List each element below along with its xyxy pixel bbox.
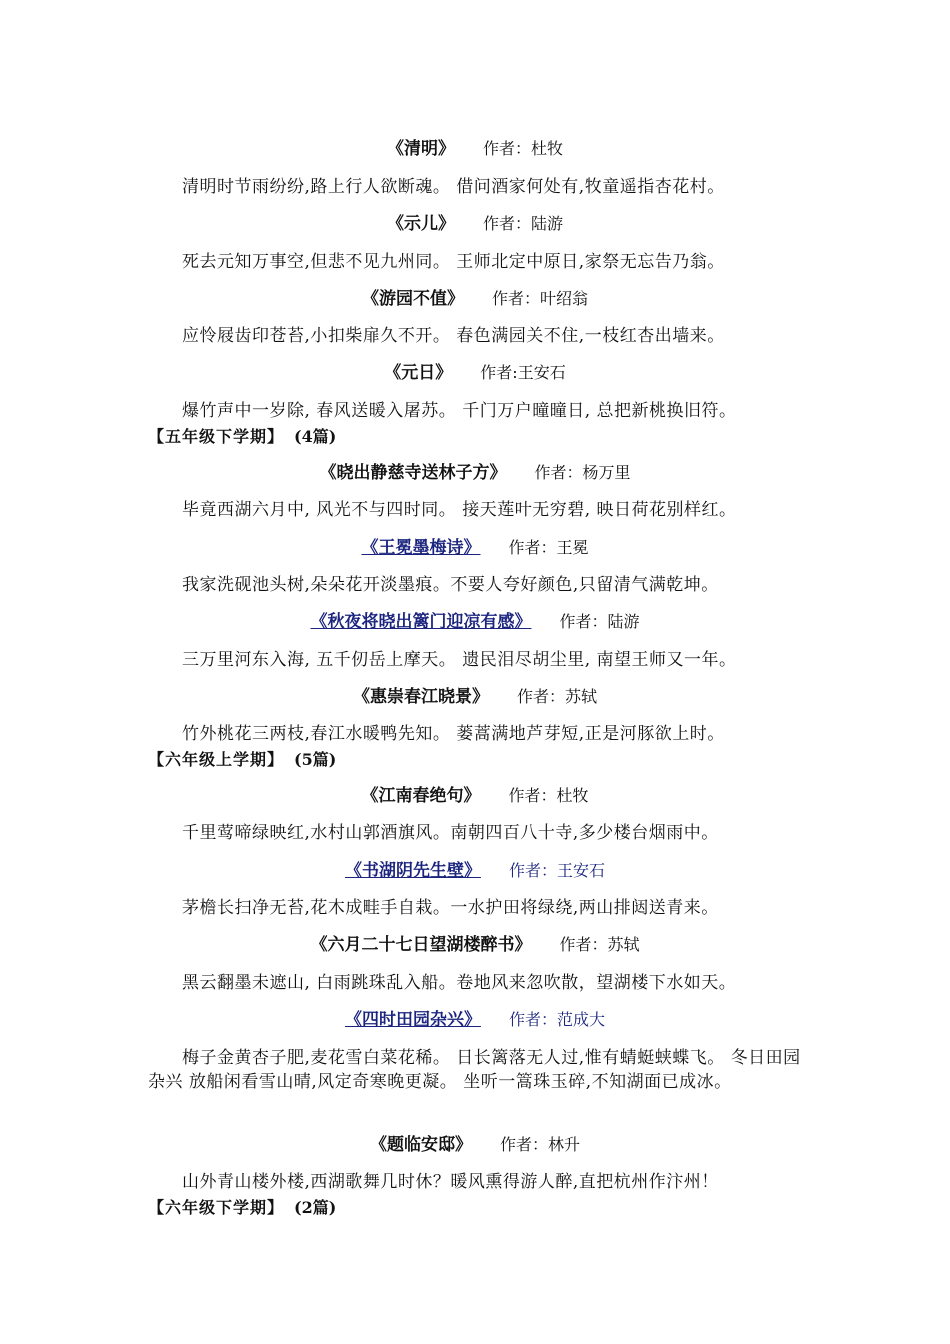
poem-heading	[0, 462, 950, 484]
poem-author: 作者：杨万里	[534, 463, 631, 482]
poem-text: 死去元知万事空,但悲不见九州同。 王师北定中原日,家祭无忘告乃翁。	[182, 252, 725, 272]
section-count: (5篇)	[294, 750, 337, 769]
poem-title: 《江南春绝句》	[361, 786, 481, 806]
poem-title: 《清明》	[386, 139, 455, 159]
poem-author: 作者：苏轼	[559, 935, 640, 954]
poem-author: 作者：范成大	[508, 1010, 605, 1029]
poem-title-link[interactable]: 《书湖阴先生壁》	[344, 861, 481, 881]
poem-title-link[interactable]: 《王冕墨梅诗》	[361, 538, 481, 558]
poem-author: 作者：杜牧	[482, 139, 563, 158]
poem-title: 《晓出静慈寺送林子方》	[319, 463, 507, 483]
section-label: 【五年级下学期】	[148, 427, 285, 446]
section-count: (2篇)	[294, 1198, 337, 1217]
section-heading	[148, 1198, 336, 1218]
section-heading	[148, 427, 336, 447]
poem-text: 山外青山楼外楼,西湖歌舞几时休？暖风熏得游人醉,直把杭州作汴州！	[182, 1172, 719, 1192]
poem-text: 三万里河东入海, 五千仞岳上摩天。 遗民泪尽胡尘里, 南望王师又一年。	[182, 650, 737, 670]
poem-text: 应怜屐齿印苍苔,小扣柴扉久不开。 春色满园关不住,一枝红杏出墙来。	[182, 326, 725, 346]
poem-author: 作者：苏轼	[516, 687, 597, 706]
poem-heading	[0, 213, 950, 235]
poem-text: 茅檐长扫净无苔,花木成畦手自栽。一水护田将绿绕,两山排闼送青来。	[182, 898, 719, 918]
section-heading	[148, 750, 336, 770]
poem-heading	[0, 288, 950, 310]
poem-text: 竹外桃花三两枝,春江水暖鸭先知。 蒌蒿满地芦芽短,正是河豚欲上时。	[182, 724, 725, 744]
poem-author: 作者：王安石	[508, 861, 605, 880]
poem-heading	[0, 934, 950, 956]
poem-text: 清明时节雨纷纷,路上行人欲断魂。 借问酒家何处有,牧童遥指杏花村。	[182, 177, 725, 197]
section-label: 【六年级上学期】	[148, 750, 285, 769]
poem-title: 《游园不值》	[361, 289, 464, 309]
poem-heading	[0, 686, 950, 708]
poem-title: 《示儿》	[386, 214, 455, 234]
poem-text: 毕竟西湖六月中, 风光不与四时同。 接天莲叶无穷碧, 映日荷花别样红。	[182, 500, 737, 520]
poem-heading	[0, 785, 950, 807]
poem-heading	[0, 860, 950, 882]
poem-author: 作者：杜牧	[508, 786, 589, 805]
poem-title-link[interactable]: 《四时田园杂兴》	[344, 1010, 481, 1030]
poem-title-link[interactable]: 《秋夜将晓出篱门迎凉有感》	[310, 612, 532, 632]
section-label: 【六年级下学期】	[148, 1198, 285, 1217]
section-count: (4篇)	[294, 427, 337, 446]
poem-heading	[0, 1134, 950, 1156]
poem-heading	[0, 138, 950, 160]
poem-text: 千里莺啼绿映红,水村山郭酒旗风。南朝四百八十寺,多少楼台烟雨中。	[182, 823, 719, 843]
poem-text: 爆竹声中一岁除, 春风送暖入屠苏。 千门万户曈曈日, 总把新桃换旧符。	[182, 401, 737, 421]
poem-author: 作者：叶绍翁	[491, 289, 588, 308]
poem-text: 梅子金黄杏子肥,麦花雪白菜花稀。 日长篱落无人过,惟有蜻蜓蛱蝶飞。 冬日田园杂兴 放船闲看雪山晴,风定奇寒晚更凝。 坐听一篙珠玉碎,不知湖面已成冰。	[148, 1048, 801, 1092]
poem-text: 我家洗砚池头树,朵朵花开淡墨痕。不要人夸好颜色,只留清气满乾坤。	[182, 575, 719, 595]
poem-author: 作者:王安石	[480, 363, 566, 382]
poem-author: 作者：陆游	[482, 214, 563, 233]
poem-heading	[0, 362, 950, 384]
poem-author: 作者：王冕	[508, 538, 589, 557]
poem-title: 《惠崇春江晓景》	[352, 687, 489, 707]
poem-title: 《题临安邸》	[369, 1135, 472, 1155]
poem-text: 黑云翻墨未遮山, 白雨跳珠乱入船。卷地风来忽吹散，望湖楼下水如天。	[182, 973, 737, 993]
poem-title: 《元日》	[384, 363, 453, 383]
poem-author: 作者：林升	[499, 1135, 580, 1154]
poem-author: 作者：陆游	[559, 612, 640, 631]
poem-title: 《六月二十七日望湖楼醉书》	[310, 935, 532, 955]
poem-heading	[0, 611, 950, 633]
poem-heading	[0, 1009, 950, 1031]
poem-heading	[0, 537, 950, 559]
